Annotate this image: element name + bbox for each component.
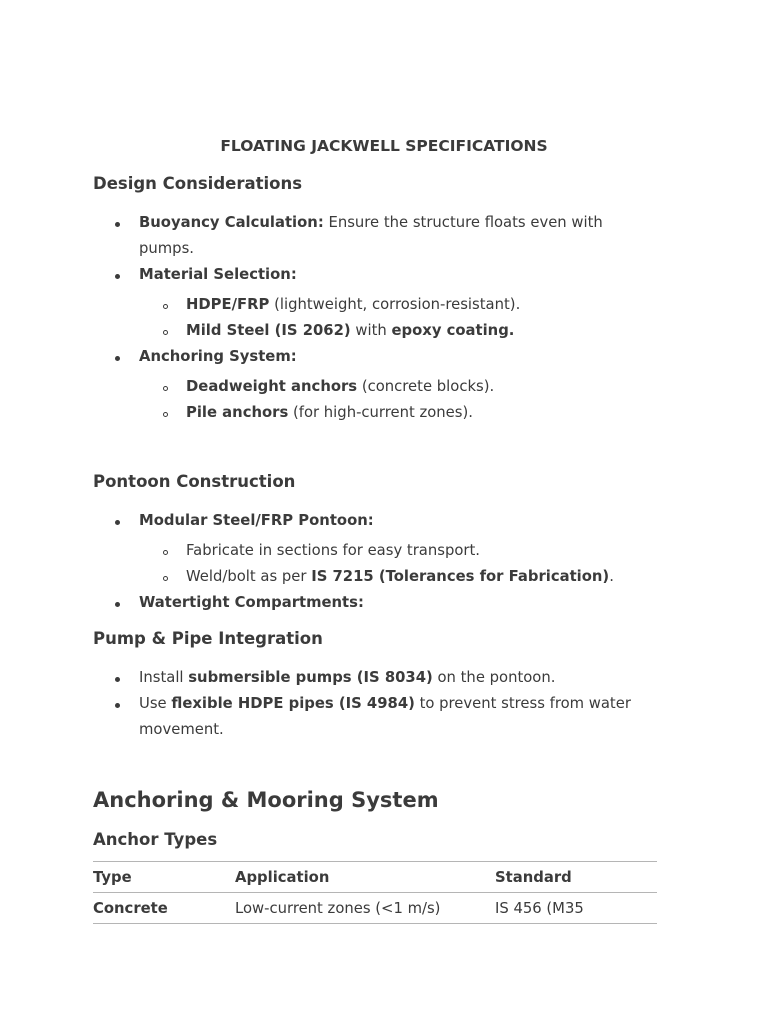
deadweight-text: (concrete blocks). — [357, 378, 495, 395]
material-label: Material Selection: — [139, 266, 297, 283]
list-item-watertight — [139, 590, 659, 616]
bullet-icon — [115, 356, 120, 361]
circle-bullet-icon — [163, 386, 168, 391]
anchoring-mooring-heading: Anchoring & Mooring System — [93, 788, 439, 812]
circle-bullet-icon — [163, 576, 168, 581]
pile-label: Pile anchors — [186, 404, 289, 421]
circle-bullet-icon — [163, 330, 168, 335]
pump-pipe-heading: Pump & Pipe Integration — [93, 629, 323, 648]
sublist-item-deadweight — [186, 374, 656, 400]
sublist-item-hdpe — [186, 292, 656, 318]
submersible-pumps-label: submersible pumps (IS 8034) — [188, 669, 433, 686]
fabricate-text: Fabricate in sections for easy transport. — [186, 542, 480, 559]
sublist-item-mild-steel: Mild Steel (IS 2062) with epoxy coating. — [186, 322, 515, 339]
epoxy-coating-label: epoxy coating. — [391, 322, 515, 339]
buoyancy-text: Ensure the structure floats even with — [323, 214, 603, 231]
column-header-application: Application — [235, 862, 495, 893]
bullet-icon — [115, 274, 120, 279]
bullet-icon — [115, 520, 120, 525]
sublist-item-weld: Weld/bolt as per IS 7215 (Tolerances for Fabrication). — [186, 568, 614, 585]
table-cell-application: Low-current zones (<1 m/s) — [235, 893, 495, 924]
pile-text: (for high-current zones). — [288, 404, 473, 421]
circle-bullet-icon — [163, 304, 168, 309]
mild-steel-label: Mild Steel (IS 2062) — [186, 322, 351, 339]
bullet-icon — [115, 677, 120, 682]
document-title: FLOATING JACKWELL SPECIFICATIONS — [220, 137, 548, 155]
circle-bullet-icon — [163, 412, 168, 417]
hdpe-text: (lightweight, corrosion-resistant). — [269, 296, 521, 313]
list-item-modular — [139, 508, 659, 534]
pontoon-construction-heading: Pontoon Construction — [93, 472, 296, 491]
hdpe-label: HDPE/FRP — [186, 296, 270, 313]
table-cell-standard: IS 456 (M35 — [495, 893, 657, 924]
hdpe-pipes-label: flexible HDPE pipes (IS 4984) — [171, 695, 415, 712]
watertight-label: Watertight Compartments: — [139, 594, 364, 611]
is-7215-label: IS 7215 (Tolerances for Fabrication) — [311, 568, 610, 585]
list-item-material — [139, 262, 659, 288]
anchor-types-table — [93, 861, 657, 924]
deadweight-label: Deadweight anchors — [186, 378, 358, 395]
bullet-icon — [115, 602, 120, 607]
list-item-use: Use flexible HDPE pipes (IS 4984) to prevent stress from water movement. — [139, 695, 631, 738]
buoyancy-text-cont: pumps. — [139, 240, 194, 257]
sublist-item-fabricate — [186, 538, 656, 564]
list-item-install: Install submersible pumps (IS 8034) on the pontoon. — [139, 669, 556, 686]
bullet-icon — [115, 703, 120, 708]
table-header-row — [93, 862, 657, 893]
anchor-types-heading: Anchor Types — [93, 830, 218, 849]
anchoring-label: Anchoring System: — [139, 348, 297, 365]
circle-bullet-icon — [163, 550, 168, 555]
sublist-item-pile — [186, 400, 656, 426]
modular-label: Modular Steel/FRP Pontoon: — [139, 512, 374, 529]
bullet-icon — [115, 222, 120, 227]
column-header-standard: Standard — [495, 862, 657, 893]
design-considerations-heading: Design Considerations — [93, 174, 303, 193]
table-cell-type: Concrete — [93, 893, 235, 924]
list-item-anchoring — [139, 344, 659, 370]
table-row — [93, 893, 657, 924]
column-header-type: Type — [93, 862, 235, 893]
list-item-buoyancy — [139, 210, 659, 262]
buoyancy-label: Buoyancy Calculation: — [139, 214, 324, 231]
